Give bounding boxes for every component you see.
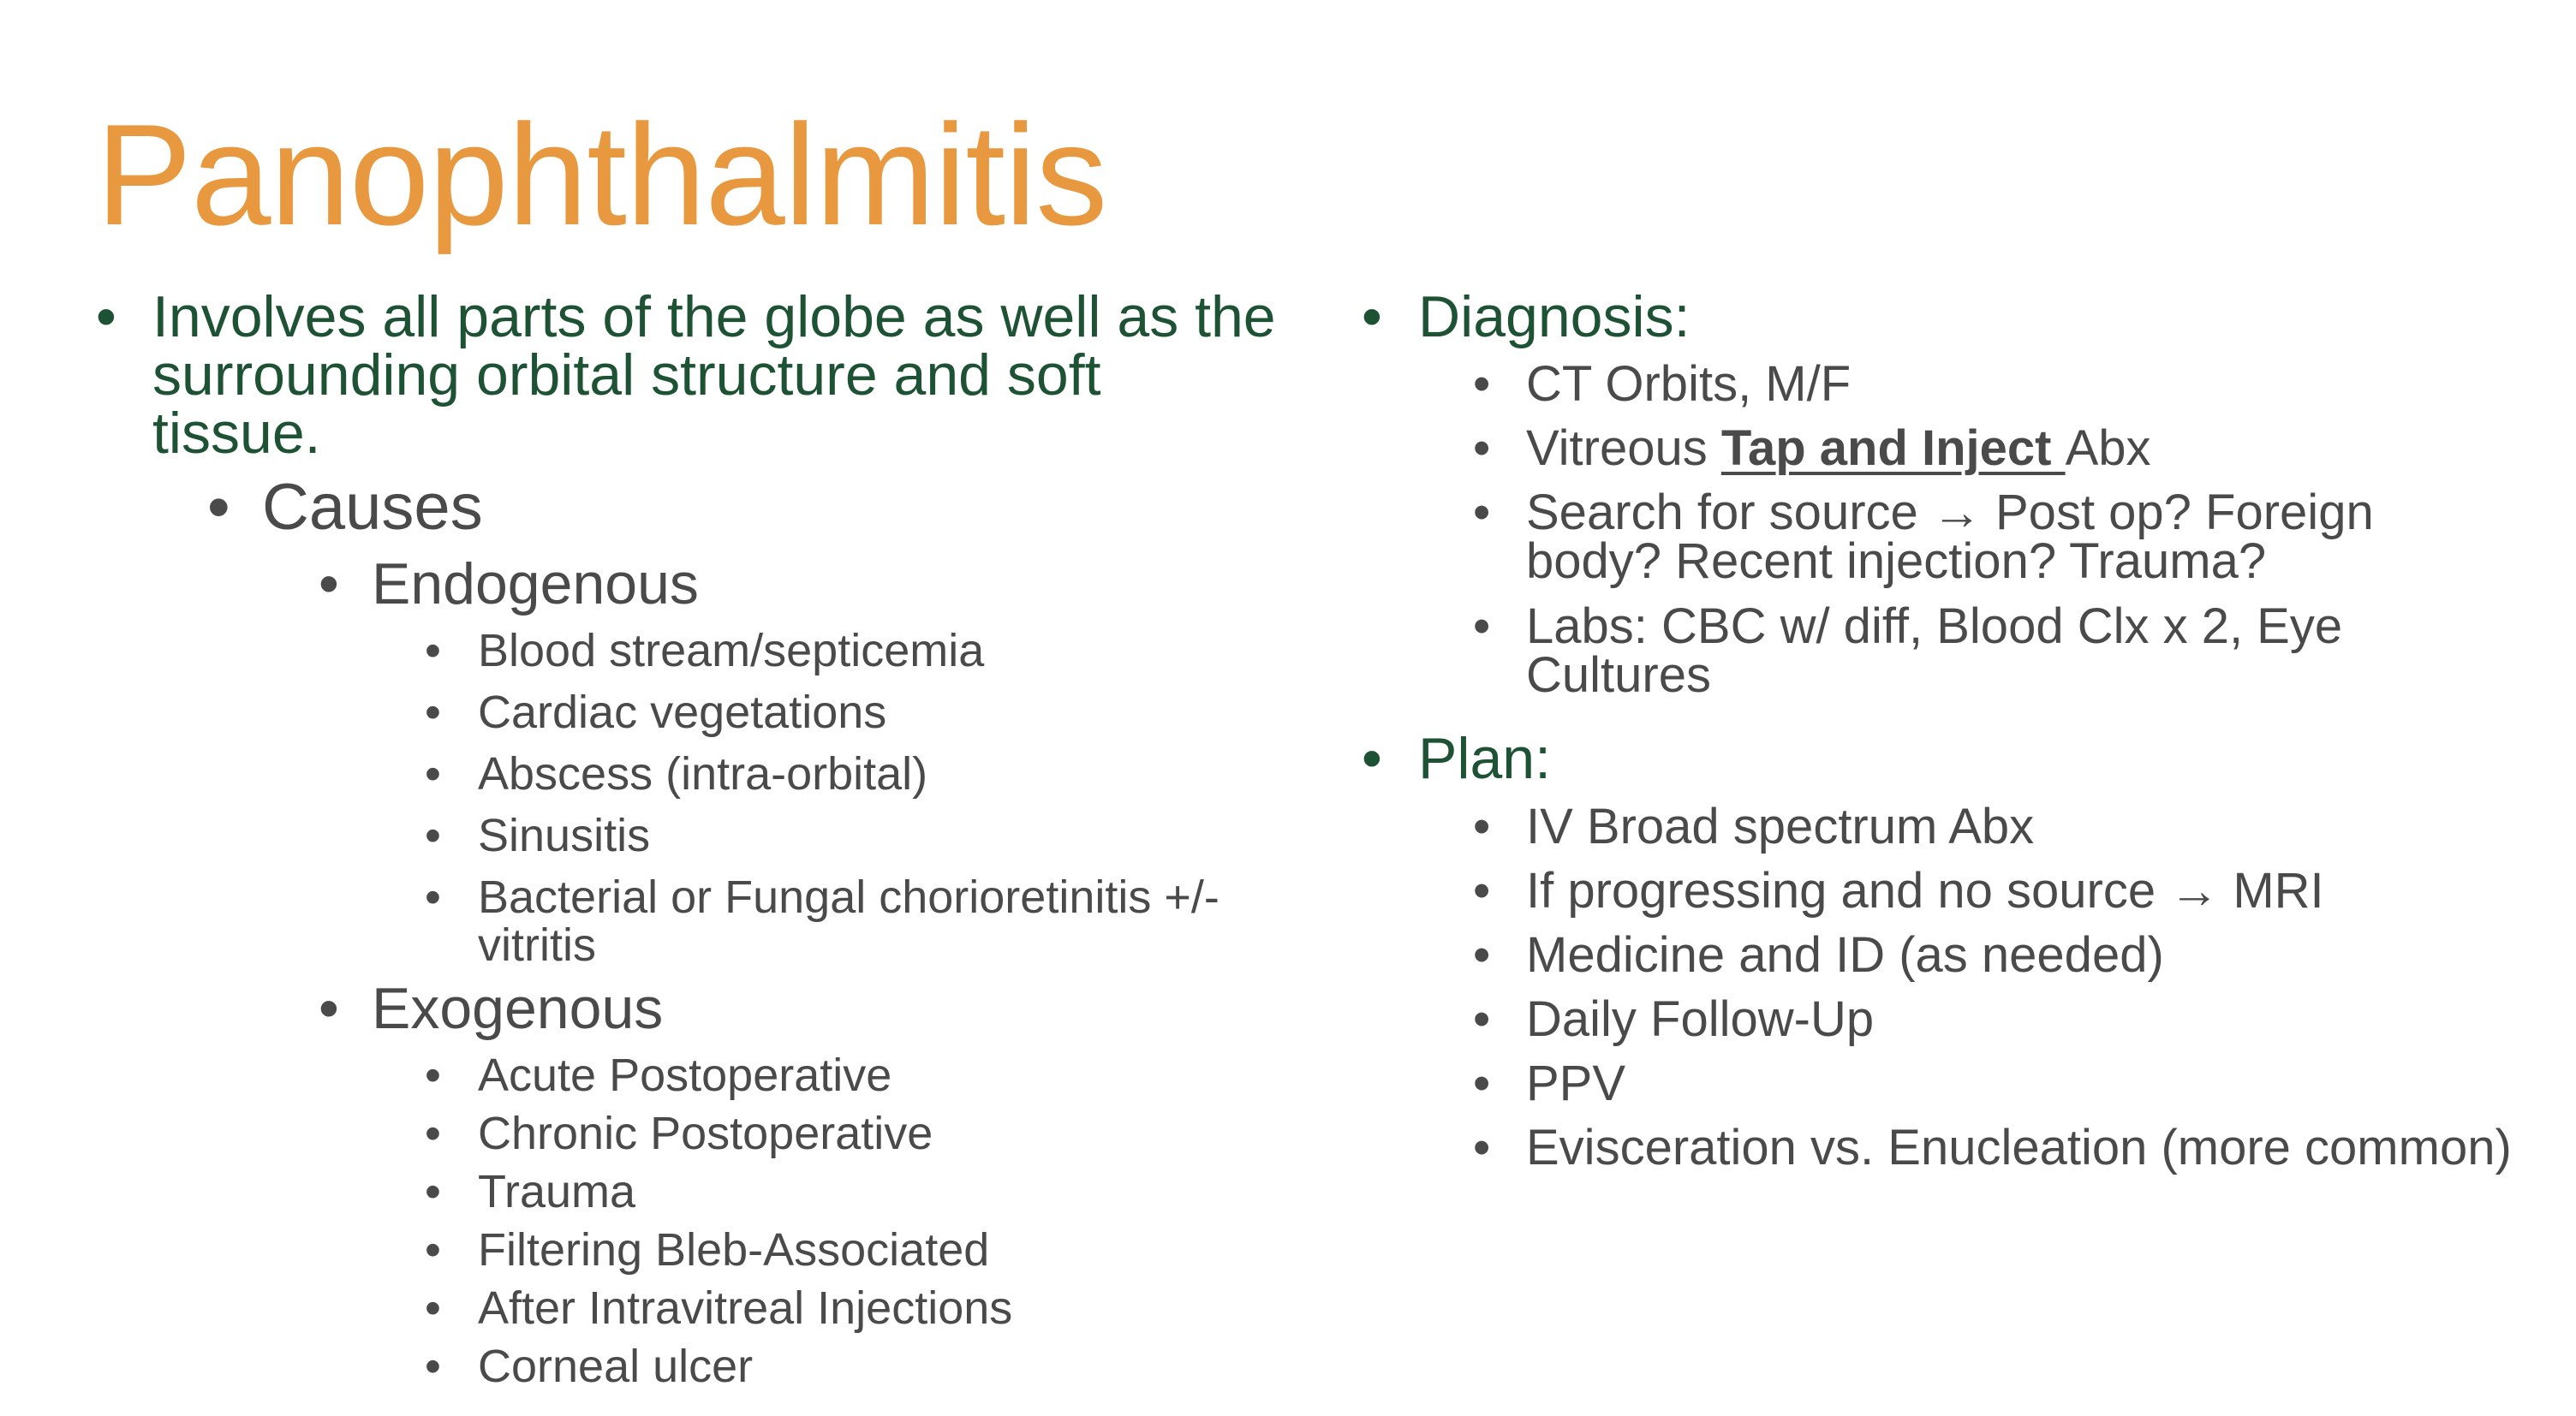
list-item: • Search for source → Post op? Foreign body? Recent injection? Trauma?: [1473, 485, 2374, 589]
list-item: • IV Broad spectrum Abx: [1473, 799, 2035, 854]
list-item: • After Intravitreal Injections: [425, 1282, 1013, 1334]
tap-and-inject-emphasis: Tap and Inject: [1720, 420, 2066, 476]
plan-heading: • Plan:: [1362, 726, 1551, 791]
list-item: • PPV: [1473, 1056, 1626, 1111]
list-item: • Sinusitis: [425, 810, 651, 861]
list-item: • Labs: CBC w/ diff, Blood Clx x 2, Eye Cultures: [1473, 598, 2343, 703]
bullet-icon: •: [425, 625, 441, 676]
bullet-icon: •: [425, 687, 441, 738]
bullet-icon: •: [1473, 356, 1491, 412]
bullet-icon: •: [425, 1341, 441, 1392]
slide-title: Panophthalmitis: [96, 94, 1107, 255]
bullet-icon: •: [1473, 1120, 1491, 1175]
bullet-icon: •: [1362, 726, 1382, 791]
bullet-icon: •: [425, 748, 441, 800]
bullet-icon: •: [1473, 1056, 1491, 1111]
bullet-icon: •: [96, 284, 116, 349]
bullet-icon: •: [1473, 598, 1491, 654]
exogenous-heading: • Exogenous: [319, 976, 664, 1041]
list-item: • Corneal ulcer: [425, 1341, 754, 1392]
list-item: • Acute Postoperative: [425, 1050, 892, 1101]
main-point-line-1: Involves all parts of the globe as well as the: [152, 284, 1276, 349]
list-item: • Vitreous Tap and Inject Abx: [1473, 420, 2151, 476]
bullet-icon: •: [1473, 799, 1491, 854]
bullet-icon: •: [425, 872, 441, 923]
list-item: • Cardiac vegetations: [425, 687, 887, 738]
list-item: • Trauma: [425, 1166, 636, 1217]
list-item: • Chronic Postoperative: [425, 1108, 933, 1159]
bullet-icon: •: [1473, 485, 1491, 540]
list-item: • Bacterial or Fungal chorioretinitis +/- vitritis: [425, 872, 1219, 971]
bullet-icon: •: [425, 1166, 441, 1217]
causes-heading: • Causes: [207, 471, 483, 544]
bullet-icon: •: [1473, 991, 1491, 1047]
list-item: • If progressing and no source → MRI: [1473, 863, 2324, 919]
list-item: • Daily Follow-Up: [1473, 991, 1875, 1047]
bullet-icon: •: [1473, 420, 1491, 476]
bullet-icon: •: [319, 551, 339, 616]
bullet-icon: •: [207, 471, 230, 544]
bullet-icon: •: [425, 1108, 441, 1159]
list-item: • Abscess (intra-orbital): [425, 748, 928, 800]
list-item: • CT Orbits, M/F: [1473, 356, 1852, 412]
list-item: • Blood stream/septicemia: [425, 625, 985, 676]
bullet-icon: •: [425, 1224, 441, 1276]
bullet-icon: •: [425, 810, 441, 861]
diagnosis-heading: • Diagnosis:: [1362, 284, 1690, 349]
bullet-icon: •: [425, 1282, 441, 1334]
list-item: • Medicine and ID (as needed): [1473, 927, 2164, 983]
main-point: [96, 284, 1382, 466]
bullet-icon: •: [1362, 284, 1382, 349]
bullet-icon: •: [1473, 863, 1491, 919]
main-point-line-2: surrounding orbital structure and soft: [152, 342, 1101, 408]
bullet-icon: •: [425, 1050, 441, 1101]
list-item: • Evisceration vs. Enucleation (more common): [1473, 1120, 2512, 1175]
bullet-icon: •: [319, 976, 339, 1041]
main-point-line-3: tissue.: [152, 401, 321, 466]
bullet-icon: •: [1473, 927, 1491, 983]
list-item: • Filtering Bleb-Associated: [425, 1224, 990, 1276]
endogenous-heading: • Endogenous: [319, 551, 699, 616]
